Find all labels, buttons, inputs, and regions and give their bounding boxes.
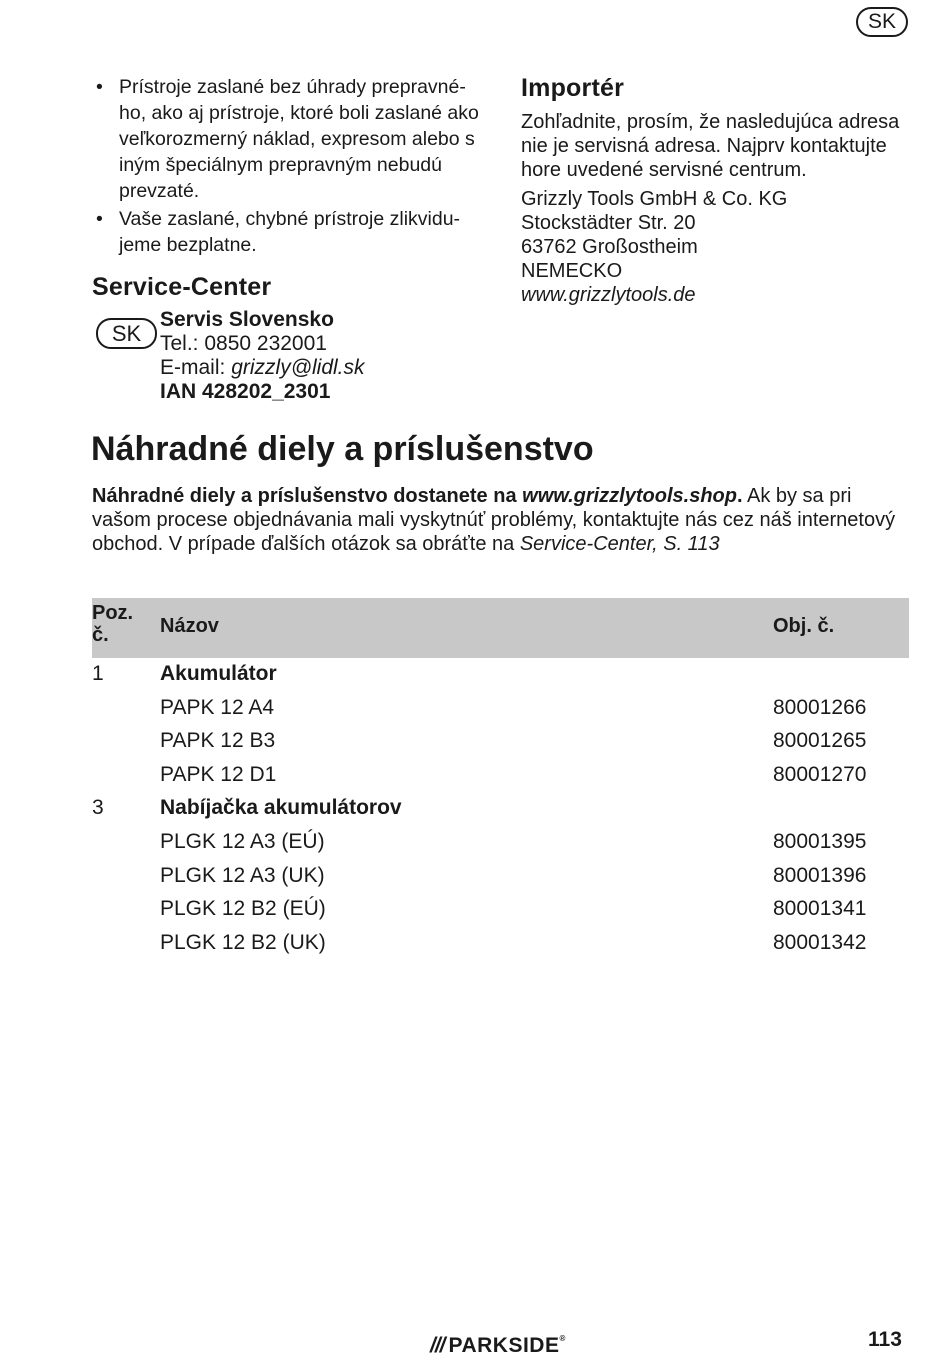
table-row	[92, 759, 909, 793]
table-header	[92, 598, 909, 658]
row-name: Nabíjačka akumulátorov	[160, 796, 402, 820]
header-pos: Poz. č.	[92, 602, 134, 646]
row-name: PAPK 12 B3	[160, 729, 276, 753]
table-row	[92, 725, 909, 759]
row-num: 80001396	[773, 863, 867, 887]
service-center-heading: Service-Center	[92, 273, 272, 301]
row-name: PAPK 12 D1	[160, 762, 277, 786]
logo-text: PARKSIDE	[448, 1334, 560, 1357]
logo-slashes: ///	[430, 1334, 445, 1357]
bullet-list	[92, 74, 492, 258]
row-num: 80001342	[773, 930, 867, 954]
logo-registered-mark: ®	[559, 1334, 566, 1343]
header-name: Názov	[160, 615, 219, 637]
importer-street: Stockstädter Str. 20	[521, 212, 696, 234]
row-name: PLGK 12 A3 (UK)	[160, 863, 325, 887]
intro-bold: Náhradné diely a príslušenstvo dostanete na	[92, 485, 523, 507]
spare-parts-intro	[92, 484, 912, 556]
table-row	[92, 860, 909, 894]
ian-number: IAN 428202_2301	[160, 380, 331, 403]
bullet-item: • Prístroje zaslané bez úhrady prepravné-ho, ako aj prístroje, ktoré boli zaslané ako veľkorozmerný náklad, expresom alebo s iným špeciálnym prepravným nebudú prevzaté.	[92, 74, 492, 204]
table-row	[92, 826, 909, 860]
service-center-ref: Service-Center, S. 113	[519, 533, 720, 555]
email-label: E-mail:	[160, 356, 232, 379]
importer-note: Zohľadnite, prosím, že nasledujúca adresa nie je servisná adresa. Najprv kontaktujte hore uvedené servisné centrum.	[521, 111, 900, 181]
row-name: PLGK 12 A3 (EÚ)	[160, 829, 325, 853]
spare-parts-title: Náhradné diely a príslušenstvo	[91, 430, 594, 468]
table-row	[92, 658, 909, 692]
row-num: 80001341	[773, 897, 867, 921]
row-pos: 1	[92, 662, 104, 685]
row-num: 80001270	[773, 762, 867, 786]
email-link[interactable]: grizzly@lidl.sk	[231, 356, 365, 379]
importer-city: 63762 Großostheim	[521, 236, 698, 258]
service-email-line	[160, 356, 365, 380]
table-row	[92, 792, 909, 826]
parkside-logo	[430, 1334, 566, 1358]
row-num: 80001265	[773, 729, 867, 753]
importer-address	[521, 110, 921, 307]
shipping-notes	[92, 74, 492, 260]
language-badge: SK	[856, 7, 908, 37]
intro-text: Ak by sa pri vašom procese objednávania mali vyskytnúť problémy, kontaktujte nás cez náš internetový obchod. V prípade ďalších otázok sa obráťte na	[92, 485, 896, 555]
country-badge: SK	[96, 318, 157, 349]
row-name: Akumulátor	[160, 662, 277, 685]
importer-company: Grizzly Tools GmbH & Co. KG	[521, 188, 788, 210]
header-num: Obj. č.	[773, 615, 835, 637]
row-name: PAPK 12 A4	[160, 695, 275, 719]
importer-heading: Importér	[521, 74, 625, 102]
shop-link[interactable]: www.grizzlytools.shop	[522, 485, 737, 507]
intro-dot: .	[736, 485, 743, 507]
service-name: Servis Slovensko	[160, 308, 334, 331]
row-num: 80001266	[773, 695, 867, 719]
parts-table	[92, 598, 909, 960]
row-name: PLGK 12 B2 (UK)	[160, 930, 326, 954]
row-pos: 3	[92, 796, 104, 820]
service-center-contact	[160, 308, 365, 404]
service-phone: Tel.: 0850 232001	[160, 332, 327, 355]
table-row	[92, 692, 909, 726]
table-row	[92, 893, 909, 927]
page-number: 113	[868, 1328, 902, 1351]
importer-country: NEMECKO	[521, 260, 623, 282]
row-num: 80001395	[773, 829, 867, 853]
importer-website[interactable]: www.grizzlytools.de	[521, 284, 696, 306]
bullet-item: • Vaše zaslané, chybné prístroje zlikvidu-jeme bezplatne.	[92, 206, 492, 258]
table-row	[92, 927, 909, 961]
row-name: PLGK 12 B2 (EÚ)	[160, 897, 326, 921]
